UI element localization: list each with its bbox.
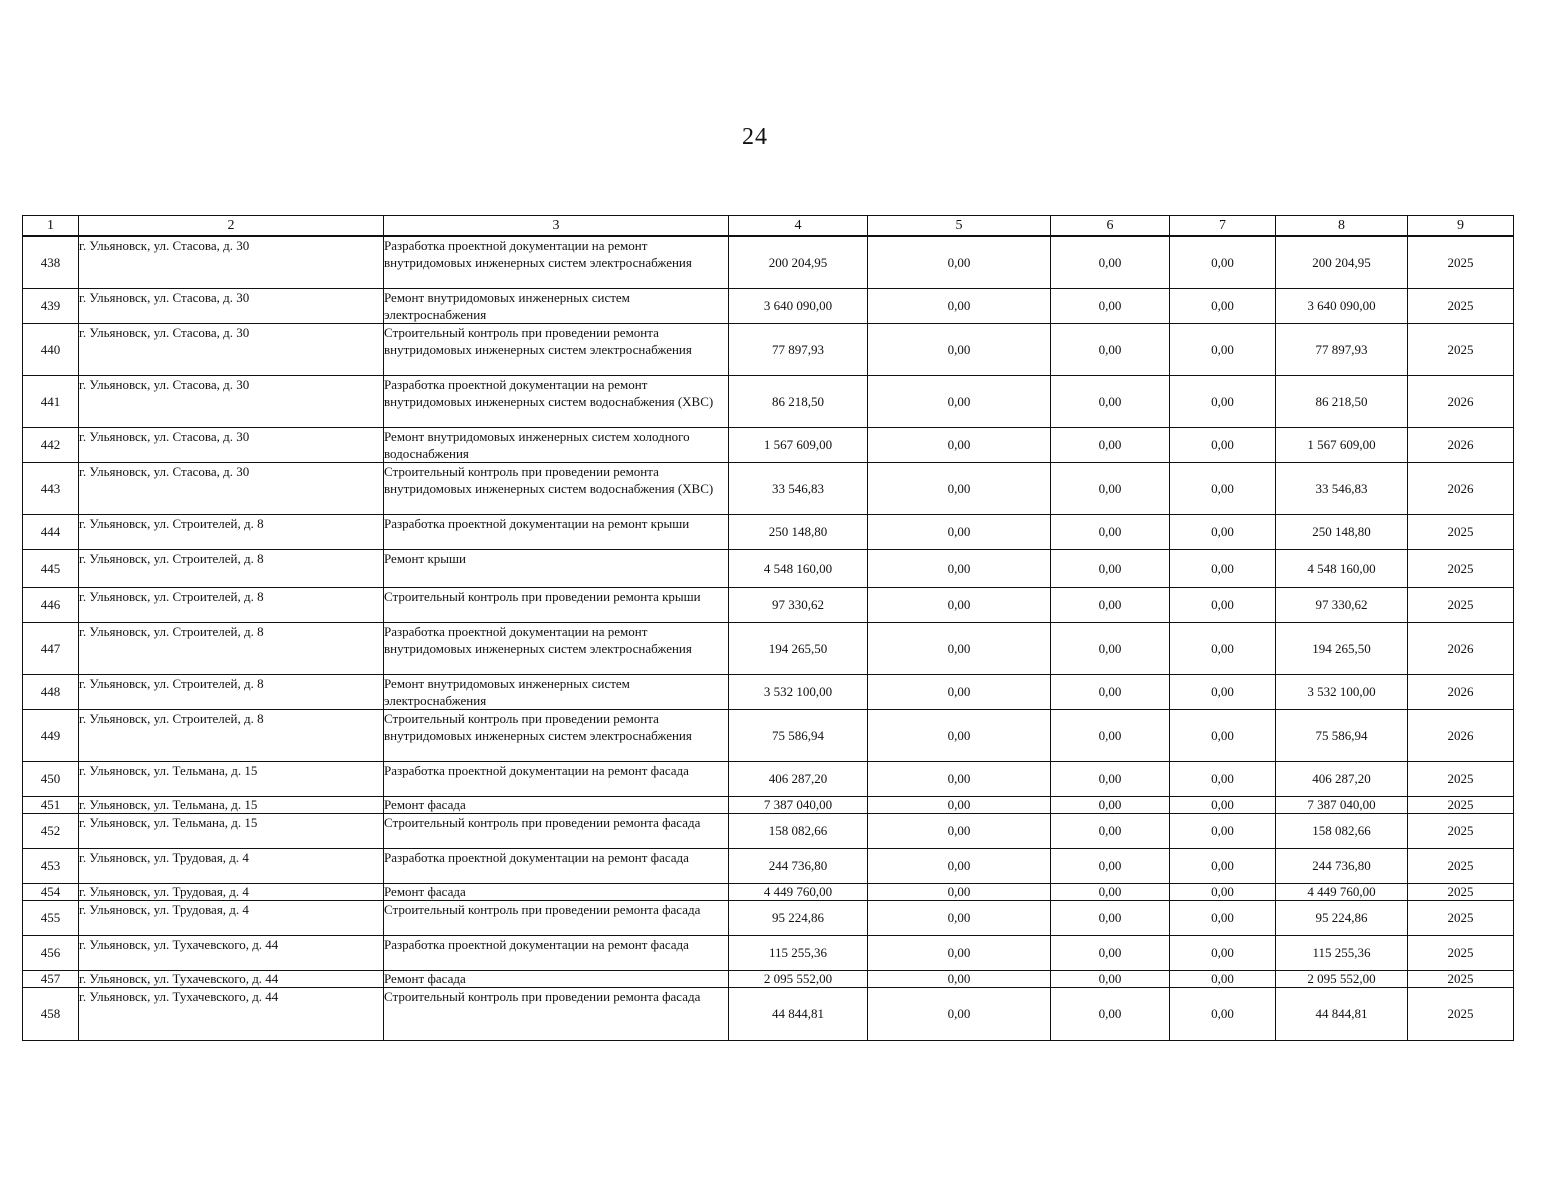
column-header: 7: [1170, 216, 1276, 237]
address-cell: г. Ульяновск, ул. Строителей, д. 8: [79, 588, 384, 623]
cost-cell: 0,00: [1051, 797, 1170, 814]
cost-cell: 0,00: [1051, 971, 1170, 988]
cost-cell: 0,00: [1170, 884, 1276, 901]
row-number: 454: [23, 884, 79, 901]
cost-cell: 0,00: [1170, 324, 1276, 376]
cost-cell: 0,00: [1051, 588, 1170, 623]
cost-cell: 0,00: [868, 901, 1051, 936]
cost-cell: 0,00: [1051, 289, 1170, 324]
column-number-row: [23, 216, 1514, 237]
total-cost-cell: 4 548 160,00: [729, 550, 868, 588]
funds-cell: 250 148,80: [1276, 515, 1408, 550]
cost-cell: 0,00: [1170, 901, 1276, 936]
row-number: 439: [23, 289, 79, 324]
cost-cell: 0,00: [1051, 236, 1170, 289]
address-cell: г. Ульяновск, ул. Стасова, д. 30: [79, 463, 384, 515]
total-cost-cell: 200 204,95: [729, 236, 868, 289]
work-type-cell: Разработка проектной документации на ремонт фасада: [384, 849, 729, 884]
cost-cell: 0,00: [1051, 884, 1170, 901]
table-row: [23, 849, 1514, 884]
cost-cell: 0,00: [868, 550, 1051, 588]
cost-cell: 0,00: [868, 463, 1051, 515]
row-number: 456: [23, 936, 79, 971]
cost-cell: 0,00: [1170, 588, 1276, 623]
address-cell: г. Ульяновск, ул. Тельмана, д. 15: [79, 762, 384, 797]
row-number: 444: [23, 515, 79, 550]
table-row: [23, 936, 1514, 971]
cost-cell: 0,00: [1170, 623, 1276, 675]
funds-cell: 97 330,62: [1276, 588, 1408, 623]
column-header: 9: [1408, 216, 1514, 237]
cost-cell: 0,00: [1170, 988, 1276, 1041]
cost-cell: 0,00: [1051, 814, 1170, 849]
page-number: 24: [742, 124, 768, 150]
cost-cell: 0,00: [1170, 515, 1276, 550]
year-cell: 2026: [1408, 675, 1514, 710]
address-cell: г. Ульяновск, ул. Строителей, д. 8: [79, 623, 384, 675]
year-cell: 2025: [1408, 550, 1514, 588]
year-cell: 2025: [1408, 988, 1514, 1041]
year-cell: 2026: [1408, 463, 1514, 515]
address-cell: г. Ульяновск, ул. Стасова, д. 30: [79, 376, 384, 428]
row-number: 443: [23, 463, 79, 515]
year-cell: 2025: [1408, 324, 1514, 376]
funds-cell: 7 387 040,00: [1276, 797, 1408, 814]
funds-cell: 3 640 090,00: [1276, 289, 1408, 324]
repair-schedule-table: [22, 215, 1514, 1041]
year-cell: 2026: [1408, 710, 1514, 762]
cost-cell: 0,00: [1170, 797, 1276, 814]
total-cost-cell: 406 287,20: [729, 762, 868, 797]
cost-cell: 0,00: [1170, 971, 1276, 988]
table-row: [23, 515, 1514, 550]
year-cell: 2026: [1408, 428, 1514, 463]
work-type-cell: Ремонт внутридомовых инженерных систем электроснабжения: [384, 675, 729, 710]
total-cost-cell: 115 255,36: [729, 936, 868, 971]
cost-cell: 0,00: [1051, 376, 1170, 428]
year-cell: 2025: [1408, 762, 1514, 797]
cost-cell: 0,00: [1051, 324, 1170, 376]
table-row: [23, 901, 1514, 936]
cost-cell: 0,00: [868, 675, 1051, 710]
year-cell: 2025: [1408, 236, 1514, 289]
total-cost-cell: 244 736,80: [729, 849, 868, 884]
cost-cell: 0,00: [1170, 463, 1276, 515]
work-type-cell: Ремонт крыши: [384, 550, 729, 588]
address-cell: г. Ульяновск, ул. Стасова, д. 30: [79, 324, 384, 376]
table-row: [23, 588, 1514, 623]
address-cell: г. Ульяновск, ул. Строителей, д. 8: [79, 550, 384, 588]
cost-cell: 0,00: [868, 710, 1051, 762]
work-type-cell: Ремонт фасада: [384, 797, 729, 814]
table-body: [23, 236, 1514, 1041]
row-number: 441: [23, 376, 79, 428]
funds-cell: 200 204,95: [1276, 236, 1408, 289]
cost-cell: 0,00: [868, 988, 1051, 1041]
cost-cell: 0,00: [1051, 515, 1170, 550]
cost-cell: 0,00: [1051, 762, 1170, 797]
table-row: [23, 988, 1514, 1041]
funds-cell: 44 844,81: [1276, 988, 1408, 1041]
address-cell: г. Ульяновск, ул. Тельмана, д. 15: [79, 814, 384, 849]
table-row: [23, 797, 1514, 814]
work-type-cell: Разработка проектной документации на ремонт крыши: [384, 515, 729, 550]
row-number: 447: [23, 623, 79, 675]
address-cell: г. Ульяновск, ул. Стасова, д. 30: [79, 236, 384, 289]
column-header: 6: [1051, 216, 1170, 237]
year-cell: 2025: [1408, 797, 1514, 814]
table-row: [23, 884, 1514, 901]
table-row: [23, 289, 1514, 324]
work-type-cell: Строительный контроль при проведении ремонта фасада: [384, 901, 729, 936]
work-type-cell: Ремонт внутридомовых инженерных систем электроснабжения: [384, 289, 729, 324]
year-cell: 2025: [1408, 849, 1514, 884]
column-header: 5: [868, 216, 1051, 237]
address-cell: г. Ульяновск, ул. Тельмана, д. 15: [79, 797, 384, 814]
table-row: [23, 814, 1514, 849]
cost-cell: 0,00: [1170, 675, 1276, 710]
column-header: 1: [23, 216, 79, 237]
table-row: [23, 376, 1514, 428]
cost-cell: 0,00: [1051, 988, 1170, 1041]
work-type-cell: Разработка проектной документации на ремонт фасада: [384, 762, 729, 797]
row-number: 445: [23, 550, 79, 588]
total-cost-cell: 158 082,66: [729, 814, 868, 849]
table-row: [23, 675, 1514, 710]
row-number: 446: [23, 588, 79, 623]
address-cell: г. Ульяновск, ул. Строителей, д. 8: [79, 515, 384, 550]
total-cost-cell: 77 897,93: [729, 324, 868, 376]
row-number: 438: [23, 236, 79, 289]
cost-cell: 0,00: [868, 797, 1051, 814]
total-cost-cell: 86 218,50: [729, 376, 868, 428]
cost-cell: 0,00: [1170, 550, 1276, 588]
row-number: 440: [23, 324, 79, 376]
work-type-cell: Строительный контроль при проведении ремонта внутридомовых инженерных систем водоснабжения (ХВС): [384, 463, 729, 515]
cost-cell: 0,00: [1170, 289, 1276, 324]
cost-cell: 0,00: [1170, 710, 1276, 762]
row-number: 457: [23, 971, 79, 988]
table-row: [23, 762, 1514, 797]
cost-cell: 0,00: [868, 849, 1051, 884]
work-type-cell: Разработка проектной документации на ремонт внутридомовых инженерных систем электроснабжения: [384, 236, 729, 289]
address-cell: г. Ульяновск, ул. Трудовая, д. 4: [79, 884, 384, 901]
row-number: 442: [23, 428, 79, 463]
table-row: [23, 971, 1514, 988]
year-cell: 2025: [1408, 936, 1514, 971]
address-cell: г. Ульяновск, ул. Трудовая, д. 4: [79, 901, 384, 936]
cost-cell: 0,00: [1170, 762, 1276, 797]
total-cost-cell: 250 148,80: [729, 515, 868, 550]
year-cell: 2026: [1408, 623, 1514, 675]
cost-cell: 0,00: [1170, 849, 1276, 884]
row-number: 448: [23, 675, 79, 710]
table-row: [23, 710, 1514, 762]
total-cost-cell: 95 224,86: [729, 901, 868, 936]
work-type-cell: Строительный контроль при проведении ремонта фасада: [384, 814, 729, 849]
row-number: 451: [23, 797, 79, 814]
cost-cell: 0,00: [868, 289, 1051, 324]
year-cell: 2025: [1408, 515, 1514, 550]
column-header: 8: [1276, 216, 1408, 237]
year-cell: 2025: [1408, 901, 1514, 936]
row-number: 453: [23, 849, 79, 884]
table-row: [23, 324, 1514, 376]
funds-cell: 244 736,80: [1276, 849, 1408, 884]
row-number: 452: [23, 814, 79, 849]
funds-cell: 2 095 552,00: [1276, 971, 1408, 988]
total-cost-cell: 3 640 090,00: [729, 289, 868, 324]
row-number: 450: [23, 762, 79, 797]
table-row: [23, 623, 1514, 675]
funds-cell: 75 586,94: [1276, 710, 1408, 762]
cost-cell: 0,00: [1170, 428, 1276, 463]
column-header: 3: [384, 216, 729, 237]
cost-cell: 0,00: [1170, 936, 1276, 971]
funds-cell: 3 532 100,00: [1276, 675, 1408, 710]
cost-cell: 0,00: [868, 936, 1051, 971]
cost-cell: 0,00: [868, 236, 1051, 289]
total-cost-cell: 194 265,50: [729, 623, 868, 675]
table-row: [23, 236, 1514, 289]
total-cost-cell: 2 095 552,00: [729, 971, 868, 988]
total-cost-cell: 97 330,62: [729, 588, 868, 623]
work-type-cell: Ремонт внутридомовых инженерных систем холодного водоснабжения: [384, 428, 729, 463]
cost-cell: 0,00: [1051, 550, 1170, 588]
cost-cell: 0,00: [868, 762, 1051, 797]
cost-cell: 0,00: [868, 324, 1051, 376]
work-type-cell: Ремонт фасада: [384, 971, 729, 988]
cost-cell: 0,00: [868, 884, 1051, 901]
year-cell: 2025: [1408, 289, 1514, 324]
cost-cell: 0,00: [1051, 428, 1170, 463]
funds-cell: 158 082,66: [1276, 814, 1408, 849]
column-header: 2: [79, 216, 384, 237]
address-cell: г. Ульяновск, ул. Строителей, д. 8: [79, 710, 384, 762]
cost-cell: 0,00: [1170, 814, 1276, 849]
total-cost-cell: 7 387 040,00: [729, 797, 868, 814]
funds-cell: 77 897,93: [1276, 324, 1408, 376]
cost-cell: 0,00: [868, 515, 1051, 550]
cost-cell: 0,00: [868, 814, 1051, 849]
total-cost-cell: 44 844,81: [729, 988, 868, 1041]
cost-cell: 0,00: [1051, 675, 1170, 710]
table-row: [23, 550, 1514, 588]
year-cell: 2025: [1408, 971, 1514, 988]
address-cell: г. Ульяновск, ул. Трудовая, д. 4: [79, 849, 384, 884]
work-type-cell: Ремонт фасада: [384, 884, 729, 901]
year-cell: 2025: [1408, 884, 1514, 901]
funds-cell: 95 224,86: [1276, 901, 1408, 936]
address-cell: г. Ульяновск, ул. Тухачевского, д. 44: [79, 971, 384, 988]
cost-cell: 0,00: [1170, 236, 1276, 289]
funds-cell: 4 548 160,00: [1276, 550, 1408, 588]
funds-cell: 406 287,20: [1276, 762, 1408, 797]
cost-cell: 0,00: [1051, 901, 1170, 936]
row-number: 449: [23, 710, 79, 762]
cost-cell: 0,00: [1170, 376, 1276, 428]
cost-cell: 0,00: [1051, 710, 1170, 762]
address-cell: г. Ульяновск, ул. Тухачевского, д. 44: [79, 936, 384, 971]
total-cost-cell: 4 449 760,00: [729, 884, 868, 901]
cost-cell: 0,00: [1051, 849, 1170, 884]
cost-cell: 0,00: [868, 588, 1051, 623]
cost-cell: 0,00: [1051, 936, 1170, 971]
work-type-cell: Строительный контроль при проведении ремонта крыши: [384, 588, 729, 623]
total-cost-cell: 75 586,94: [729, 710, 868, 762]
table-row: [23, 428, 1514, 463]
total-cost-cell: 3 532 100,00: [729, 675, 868, 710]
address-cell: г. Ульяновск, ул. Стасова, д. 30: [79, 289, 384, 324]
address-cell: г. Ульяновск, ул. Строителей, д. 8: [79, 675, 384, 710]
total-cost-cell: 1 567 609,00: [729, 428, 868, 463]
cost-cell: 0,00: [1051, 463, 1170, 515]
work-type-cell: Строительный контроль при проведении ремонта внутридомовых инженерных систем электроснабжения: [384, 710, 729, 762]
row-number: 455: [23, 901, 79, 936]
funds-cell: 4 449 760,00: [1276, 884, 1408, 901]
year-cell: 2025: [1408, 588, 1514, 623]
funds-cell: 86 218,50: [1276, 376, 1408, 428]
total-cost-cell: 33 546,83: [729, 463, 868, 515]
address-cell: г. Ульяновск, ул. Стасова, д. 30: [79, 428, 384, 463]
work-type-cell: Строительный контроль при проведении ремонта фасада: [384, 988, 729, 1041]
work-type-cell: Разработка проектной документации на ремонт фасада: [384, 936, 729, 971]
funds-cell: 33 546,83: [1276, 463, 1408, 515]
row-number: 458: [23, 988, 79, 1041]
cost-cell: 0,00: [1051, 623, 1170, 675]
cost-cell: 0,00: [868, 971, 1051, 988]
year-cell: 2025: [1408, 814, 1514, 849]
year-cell: 2026: [1408, 376, 1514, 428]
funds-cell: 194 265,50: [1276, 623, 1408, 675]
funds-cell: 115 255,36: [1276, 936, 1408, 971]
table-row: [23, 463, 1514, 515]
cost-cell: 0,00: [868, 376, 1051, 428]
address-cell: г. Ульяновск, ул. Тухачевского, д. 44: [79, 988, 384, 1041]
work-type-cell: Разработка проектной документации на ремонт внутридомовых инженерных систем электроснабжения: [384, 623, 729, 675]
cost-cell: 0,00: [868, 623, 1051, 675]
work-type-cell: Разработка проектной документации на ремонт внутридомовых инженерных систем водоснабжения (ХВС): [384, 376, 729, 428]
cost-cell: 0,00: [868, 428, 1051, 463]
funds-cell: 1 567 609,00: [1276, 428, 1408, 463]
column-header: 4: [729, 216, 868, 237]
work-type-cell: Строительный контроль при проведении ремонта внутридомовых инженерных систем электроснабжения: [384, 324, 729, 376]
